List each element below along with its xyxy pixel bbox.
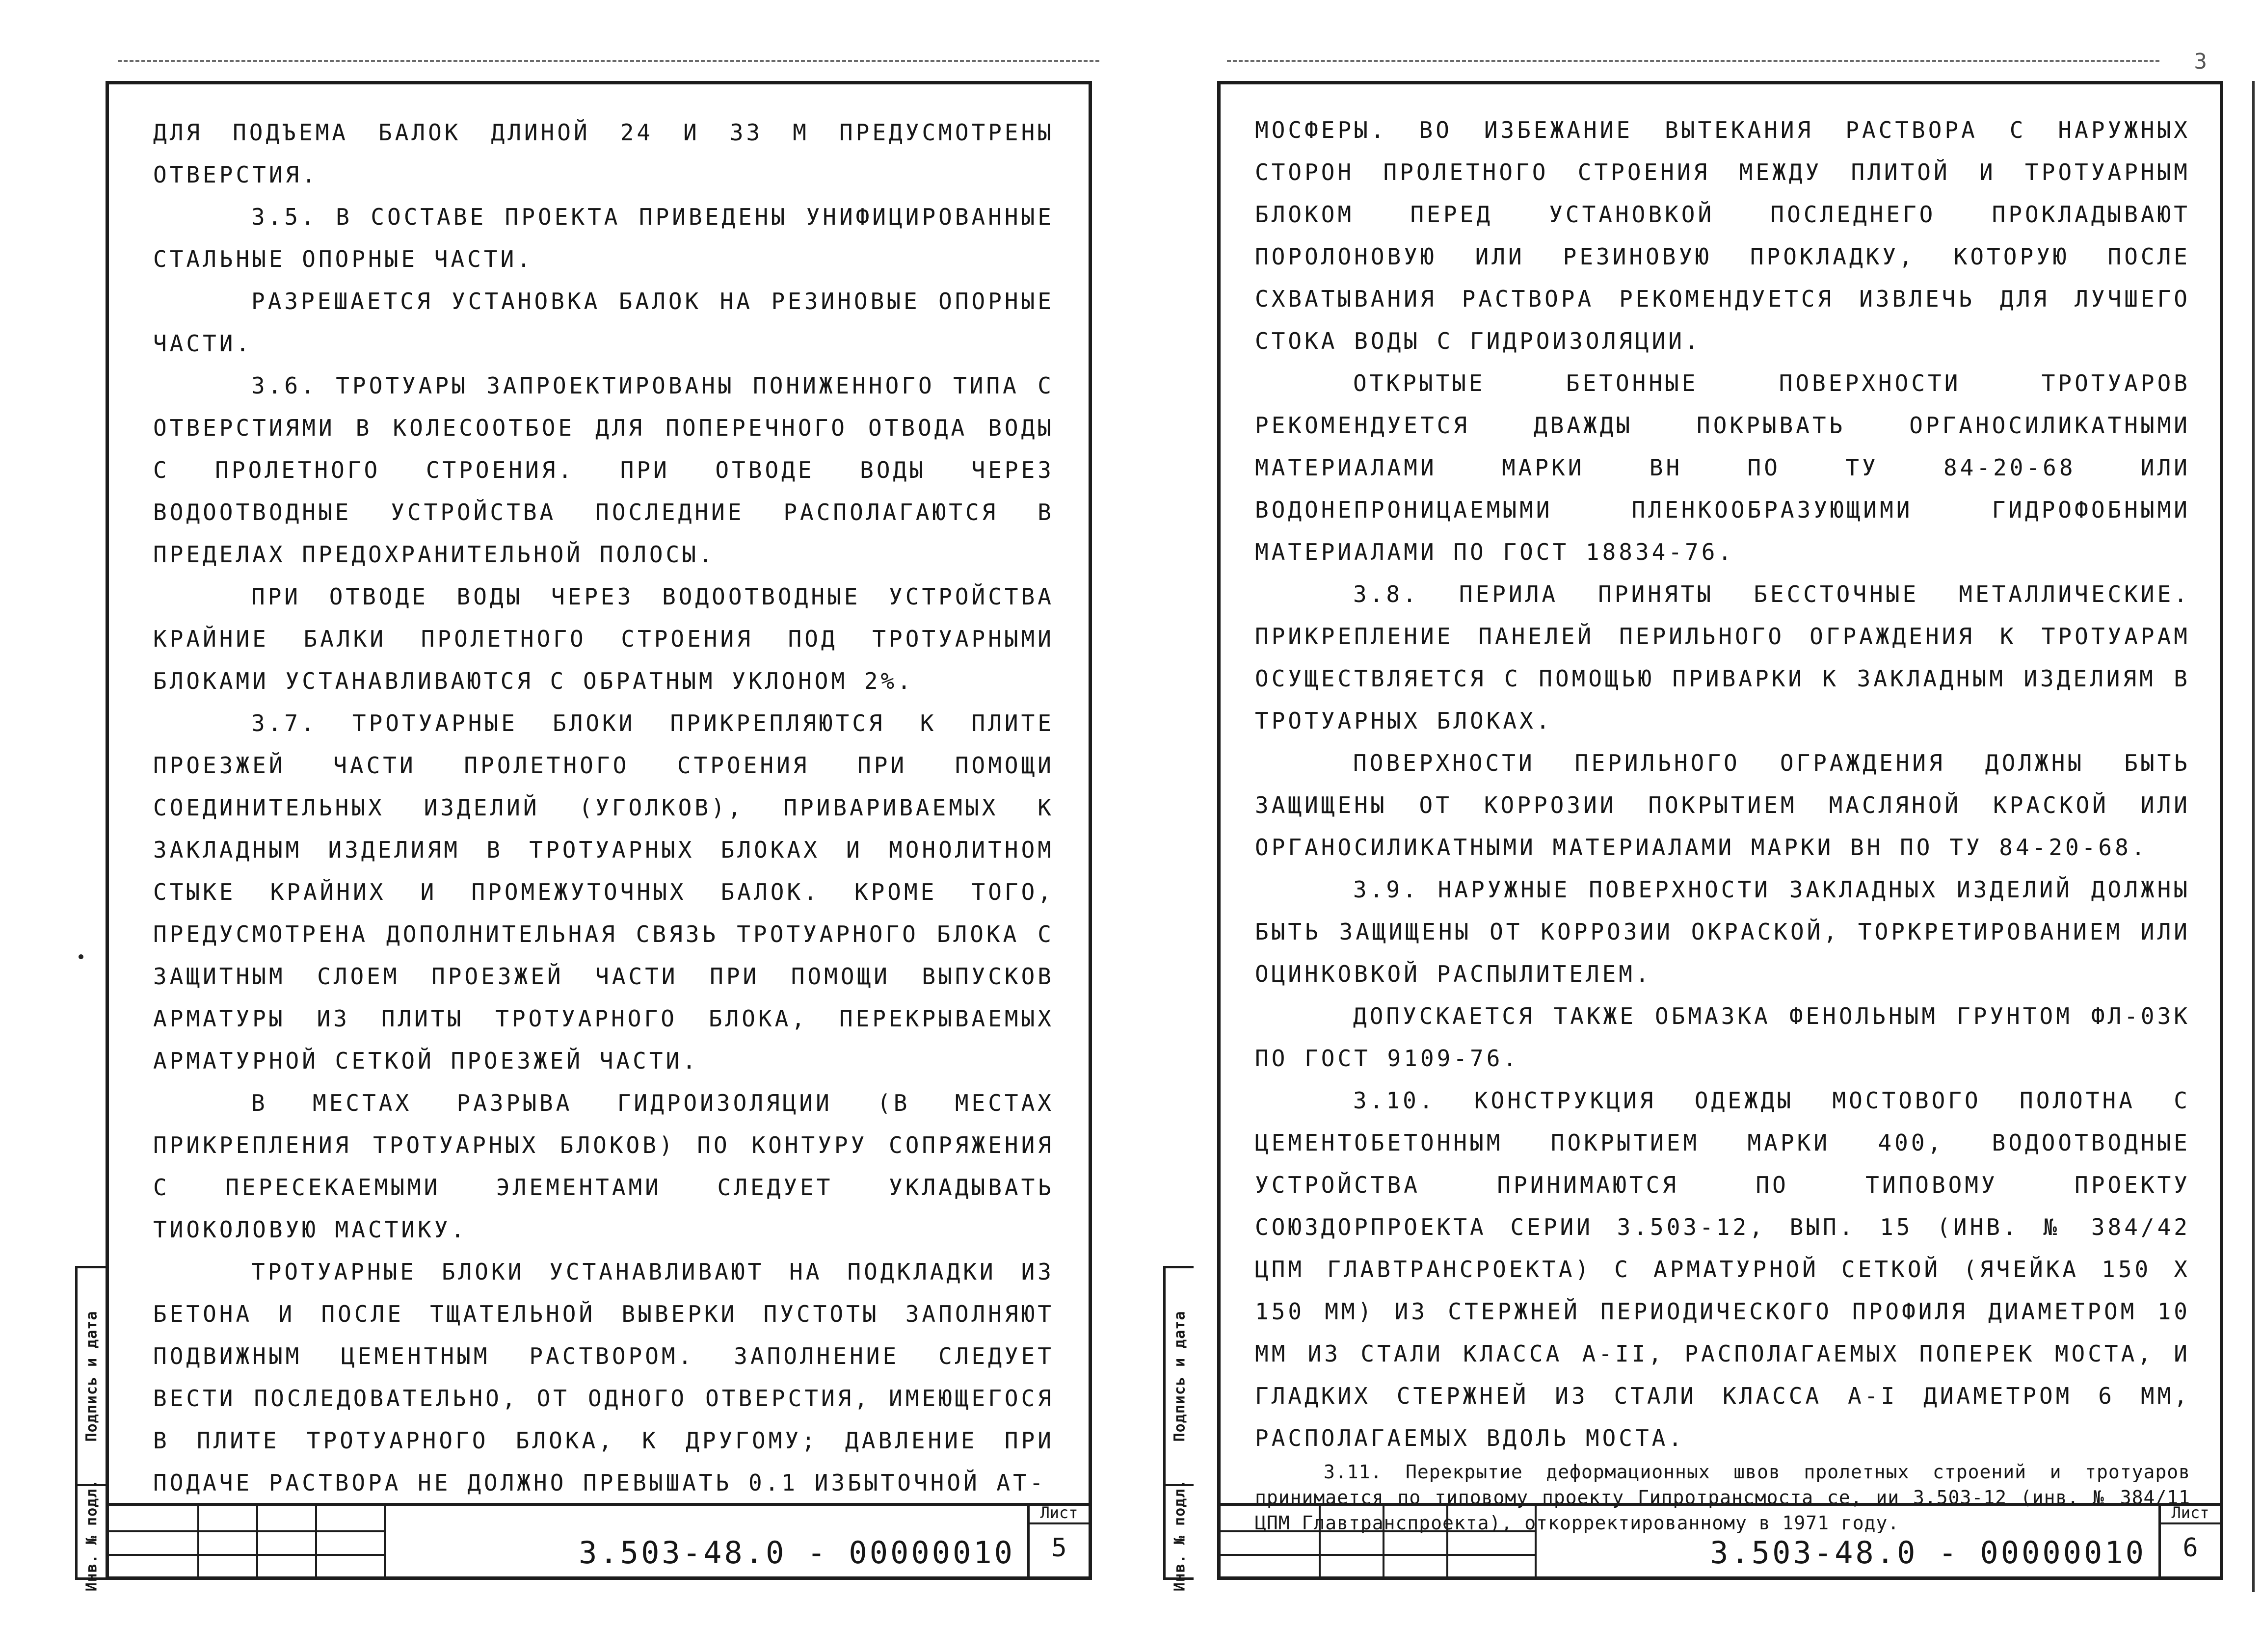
sheet-label: Лист: [2161, 1503, 2220, 1524]
paragraph: РАЗРЕШАЕТСЯ УСТАНОВКА БАЛОК НА РЕЗИНОВЫЕ ОПОРНЫЕ ЧАСТИ.: [153, 288, 1054, 357]
sidebar-inventory-label: Инв. № подл.: [1171, 1479, 1188, 1592]
top-dashed-line: [1227, 60, 2159, 62]
paragraph: 3.6. ТРОТУАРЫ ЗАПРОЕКТИРОВАНЫ ПОНИЖЕННОГО ТИПА С ОТВЕРСТИЯМИ В КОЛЕСООТБОЕ ДЛЯ ПОПЕРЕЧНОГО ОТВОДА ВОДЫ С ПРОЛЕТНОГО СТРОЕНИЯ. ПРИ ОТВОДЕ ВОДЫ ЧЕРЕЗ ВОДООТВОДНЫЕ УСТРОЙСТВА ПОСЛЕДНИЕ РАСПОЛАГАЮТСЯ В ПРЕДЕЛАХ ПРЕДОХРАНИТЕЛЬНОЙ ПОЛОСЫ.: [153, 372, 1054, 568]
paragraph: ПРИ ОТВОДЕ ВОДЫ ЧЕРЕЗ ВОДООТВОДНЫЕ УСТРОЙСТВА КРАЙНИЕ БАЛКИ ПРОЛЕТНОГО СТРОЕНИЯ ПОД ТРОТУАРНЫМИ БЛОКАМИ УСТАНАВЛИВАЮТСЯ С ОБРАТНЫМ УКЛОНОМ 2%.: [153, 583, 1054, 694]
top-dashed-line: [118, 60, 1099, 62]
right-page-text: [1255, 109, 2190, 1536]
sheet-number: 6: [2182, 1533, 2198, 1563]
document-code: 3.503-48.0 - 00000010: [579, 1535, 1015, 1571]
right-sidebar-stamp: [1163, 1266, 1194, 1592]
paragraph: ПОВЕРХНОСТИ ПЕРИЛЬНОГО ОГРАЖДЕНИЯ ДОЛЖНЫ БЫТЬ ЗАЩИЩЕНЫ ОТ КОРРОЗИИ ПОКРЫТИЕМ МАСЛЯНОЙ КРАСКОЙ ИЛИ ОРГАНОСИЛИКАТНЫМИ МАТЕРИАЛАМИ МАРКИ ВН ПО ТУ 84-20-68.: [1255, 750, 2190, 861]
sidebar-signature-label: Подпись и дата: [83, 1311, 100, 1442]
paragraph: ДОПУСКАЕТСЯ ТАКЖЕ ОБМАЗКА ФЕНОЛЬНЫМ ГРУНТОМ ФЛ-03К ПО ГОСТ 9109-76.: [1255, 1003, 2190, 1072]
sidebar-inventory-label: Инв. № подл.: [83, 1479, 100, 1592]
document-code: 3.503-48.0 - 00000010: [1710, 1535, 2146, 1571]
paragraph: 3.8. ПЕРИЛА ПРИНЯТЫ БЕССТОЧНЫЕ МЕТАЛЛИЧЕСКИЕ. ПРИКРЕПЛЕНИЕ ПАНЕЛЕЙ ПЕРИЛЬНОГО ОГРАЖДЕНИЯ К ТРОТУАРАМ ОСУЩЕСТВЛЯЕТСЯ С ПОМОЩЬЮ ПРИВАРКИ К ЗАКЛАДНЫМ ИЗДЕЛИЯМ В ТРОТУАРНЫХ БЛОКАХ.: [1255, 581, 2190, 734]
paragraph: 3.10. КОНСТРУКЦИЯ ОДЕЖДЫ МОСТОВОГО ПОЛОТНА С ЦЕМЕНТОБЕТОННЫМ ПОКРЫТИЕМ МАРКИ 400, ВОДООТВОДНЫЕ УСТРОЙСТВА ПРИНИМАЮТСЯ ПО ТИПОВОМУ ПРОЕКТУ СОЮЗДОРПРОЕКТА СЕРИИ 3.503-12, ВЫП. 15 (ИНВ. № 384/42 ЦПМ ГЛАВТРАНСРОЕКТА) С АРМАТУРНОЙ СЕТКОЙ (ЯЧЕЙКА 150 Х 150 ММ) ИЗ СТЕРЖНЕЙ ПЕРИОДИЧЕСКОГО ПРОФИЛЯ ДИАМЕТРОМ 10 ММ ИЗ СТАЛИ КЛАССА А-II, РАСПОЛАГАЕМЫХ ПОПЕРЕК МОСТА, И ГЛАДКИХ СТЕРЖНЕЙ ИЗ СТАЛИ КЛАССА А-I ДИАМЕТРОМ 6 ММ, РАСПОЛАГАЕМЫХ ВДОЛЬ МОСТА.: [1255, 1087, 2190, 1451]
right-margin-line: [2252, 81, 2255, 1592]
left-page: [106, 81, 1092, 1580]
corner-page-number: 3: [2194, 49, 2208, 74]
title-block: [1221, 1503, 2220, 1576]
paragraph: 3.7. ТРОТУАРНЫЕ БЛОКИ ПРИКРЕПЛЯЮТСЯ К ПЛИТЕ ПРОЕЗЖЕЙ ЧАСТИ ПРОЛЕТНОГО СТРОЕНИЯ ПРИ ПОМОЩИ СОЕДИНИТЕЛЬНЫХ ИЗДЕЛИЙ (УГОЛКОВ), ПРИВАРИВАЕМЫХ К ЗАКЛАДНЫМ ИЗДЕЛИЯМ В ТРОТУАРНЫХ БЛОКАХ И МОНОЛИТНОМ СТЫКЕ КРАЙНИХ И ПРОМЕЖУТОЧНЫХ БАЛОК. КРОМЕ ТОГО, ПРЕДУСМОТРЕНА ДОПОЛНИТЕЛЬНАЯ СВЯЗЬ ТРОТУАРНОГО БЛОКА С ЗАЩИТНЫМ СЛОЕМ ПРОЕЗЖЕЙ ЧАСТИ ПРИ ПОМОЩИ ВЫПУСКОВ АРМАТУРЫ ИЗ ПЛИТЫ ТРОТУАРНОГО БЛОКА, ПЕРЕКРЫВАЕМЫХ АРМАТУРНОЙ СЕТКОЙ ПРОЕЗЖЕЙ ЧАСТИ.: [153, 710, 1054, 1074]
left-sidebar-stamp: [75, 1266, 106, 1592]
paragraph: В МЕСТАХ РАЗРЫВА ГИДРОИЗОЛЯЦИИ (В МЕСТАХ ПРИКРЕПЛЕНИЯ ТРОТУАРНЫХ БЛОКОВ) ПО КОНТУРУ СОПРЯЖЕНИЯ С ПЕРЕСЕКАЕМЫМИ ЭЛЕМЕНТАМИ СЛЕДУЕТ УКЛАДЫВАТЬ ТИОКОЛОВУЮ МАСТИКУ.: [153, 1090, 1054, 1243]
paragraph: МОСФЕРЫ. ВО ИЗБЕЖАНИЕ ВЫТЕКАНИЯ РАСТВОРА С НАРУЖНЫХ СТОРОН ПРОЛЕТНОГО СТРОЕНИЯ МЕЖДУ ПЛИТОЙ И ТРОТУАРНЫМ БЛОКОМ ПЕРЕД УСТАНОВКОЙ ПОСЛЕДНЕГО ПРОКЛАДЫВАЮТ ПОРОЛОНОВУЮ ИЛИ РЕЗИНОВУЮ ПРОКЛАДКУ, КОТОРУЮ ПОСЛЕ СХВАТЫВАНИЯ РАСТВОРА РЕКОМЕНДУЕТСЯ ИЗВЛЕЧЬ ДЛЯ ЛУЧШЕГО СТОКА ВОДЫ С ГИДРОИЗОЛЯЦИИ.: [1255, 117, 2190, 354]
sheet-label: Лист: [1030, 1503, 1089, 1524]
sheet-number-box: [2158, 1503, 2220, 1576]
paragraph: ОТКРЫТЫЕ БЕТОННЫЕ ПОВЕРХНОСТИ ТРОТУАРОВ РЕКОМЕНДУЕТСЯ ДВАЖДЫ ПОКРЫВАТЬ ОРГАНОСИЛИКАТНЫМИ МАТЕРИАЛАМИ МАРКИ ВН ПО ТУ 84-20-68 ИЛИ ВОДОНЕПРОНИЦАЕМЫМИ ПЛЕНКООБРАЗУЮЩИМИ ГИДРОФОБНЫМИ МАТЕРИАЛАМИ ПО ГОСТ 18834-76.: [1255, 370, 2190, 565]
footnote-paragraph: 3.11. Перекрытие деформационных швов пролетных строений и тротуаров принимается по типовому проекту Гипротрансмоста се, ии 3.503-12 (инв. № 384/11 ЦПМ Главтранспроекта), откорректированному в 1971 году.: [1255, 1461, 2190, 1534]
sidebar-signature-label: Подпись и дата: [1171, 1311, 1188, 1442]
scan-speck: [79, 954, 83, 959]
paragraph: 3.5. В СОСТАВЕ ПРОЕКТА ПРИВЕДЕНЫ УНИФИЦИРОВАННЫЕ СТАЛЬНЫЕ ОПОРНЫЕ ЧАСТИ.: [153, 204, 1054, 272]
right-page: [1217, 81, 2223, 1580]
paragraph: ДЛЯ ПОДЪЕМА БАЛОК ДЛИНОЙ 24 И 33 М ПРЕДУСМОТРЕНЫ ОТВЕРСТИЯ.: [153, 119, 1054, 188]
sheet-number: 5: [1051, 1533, 1067, 1563]
title-block: [109, 1503, 1089, 1576]
sheet-number-box: [1027, 1503, 1089, 1576]
left-page-text: [153, 111, 1054, 1504]
paragraph: 3.9. НАРУЖНЫЕ ПОВЕРХНОСТИ ЗАКЛАДНЫХ ИЗДЕЛИЙ ДОЛЖНЫ БЫТЬ ЗАЩИЩЕНЫ ОТ КОРРОЗИИ ОКРАСКОЙ, ТОРКРЕТИРОВАНИЕМ ИЛИ ОЦИНКОВКОЙ РАСПЫЛИТЕЛЕМ.: [1255, 876, 2190, 987]
paragraph: ТРОТУАРНЫЕ БЛОКИ УСТАНАВЛИВАЮТ НА ПОДКЛАДКИ ИЗ БЕТОНА И ПОСЛЕ ТЩАТЕЛЬНОЙ ВЫВЕРКИ ПУСТОТЫ ЗАПОЛНЯЮТ ПОДВИЖНЫМ ЦЕМЕНТНЫМ РАСТВОРОМ. ЗАПОЛНЕНИЕ СЛЕДУЕТ ВЕСТИ ПОСЛЕДОВАТЕЛЬНО, ОТ ОДНОГО ОТВЕРСТИЯ, ИМЕЮЩЕГОСЯ В ПЛИТЕ ТРОТУАРНОГО БЛОКА, К ДРУГОМУ; ДАВЛЕНИЕ ПРИ ПОДАЧЕ РАСТВОРА НЕ ДОЛЖНО ПРЕВЫШАТЬ 0.1 ИЗБЫТОЧНОЙ АТ-: [153, 1259, 1054, 1496]
